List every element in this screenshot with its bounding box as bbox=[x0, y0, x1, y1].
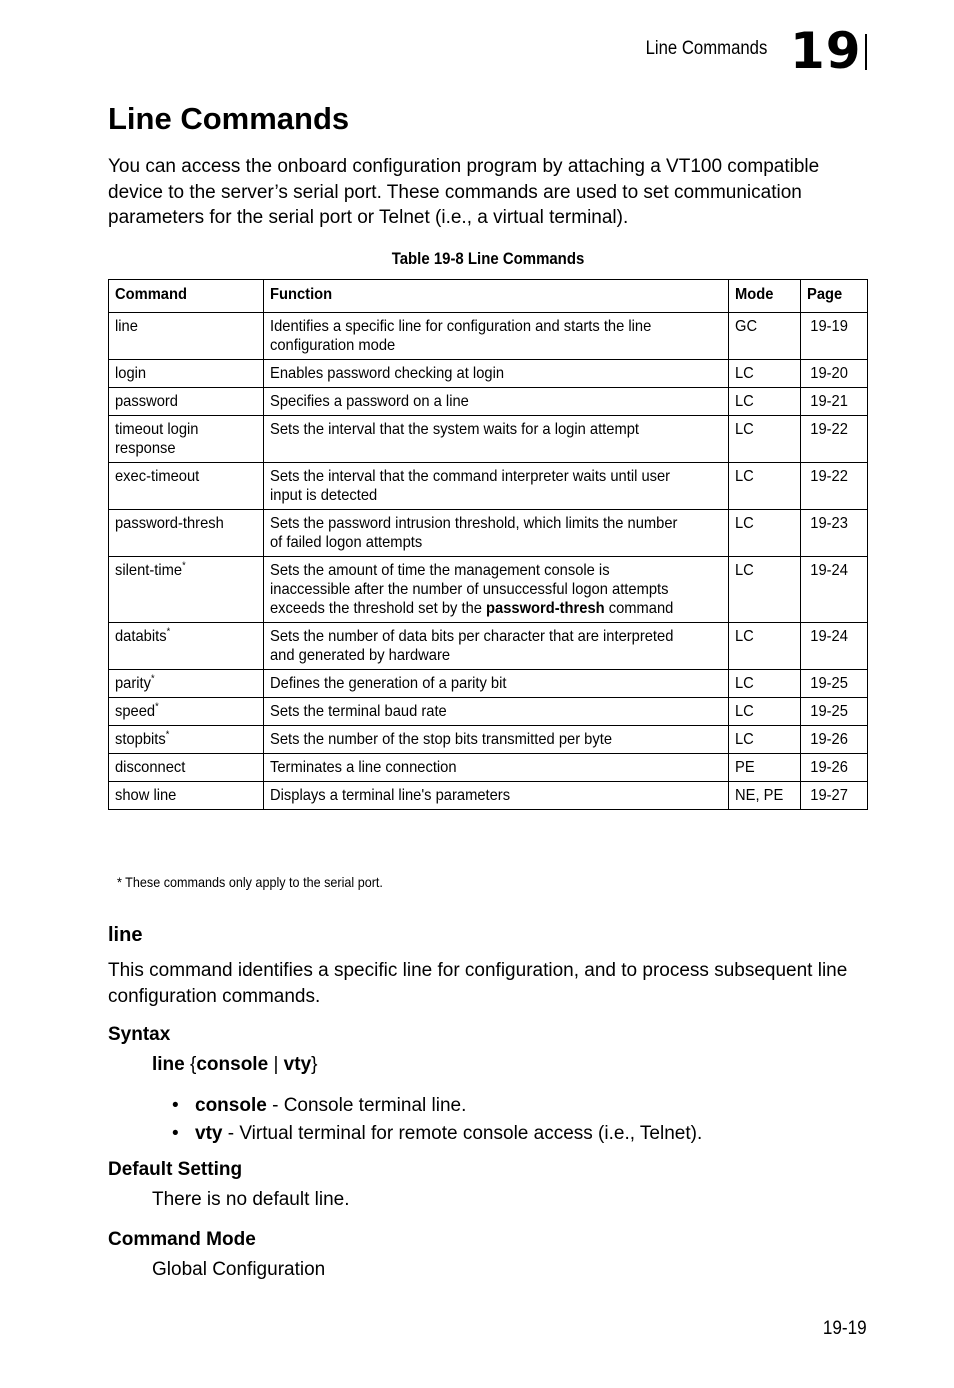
cell-page: 19-27 bbox=[801, 782, 868, 810]
command-description: This command identifies a specific line for configuration, and to process subsequent line configuration commands. bbox=[108, 960, 848, 1007]
cell-command: databits* bbox=[109, 623, 264, 670]
header-command: Command bbox=[109, 280, 264, 313]
intro-paragraph: You can access the onboard configuration program by attaching a VT100 compatible device to the server’s serial port. These commands are used to set communication parameters for the serial port or Telnet (i.e., a virtual terminal). bbox=[108, 156, 820, 228]
cell-function: Identifies a specific line for configuration and starts the line configuration mode bbox=[263, 313, 728, 360]
cell-command: disconnect bbox=[109, 754, 264, 782]
cell-function: Sets the password intrusion threshold, which limits the number of failed logon attempts bbox=[263, 510, 728, 557]
table-row bbox=[109, 623, 868, 670]
cell-command: password-thresh bbox=[109, 510, 264, 557]
cell-function: Sets the interval that the system waits for a login attempt bbox=[263, 416, 728, 463]
syntax-heading: Syntax bbox=[108, 1024, 171, 1045]
table-row bbox=[109, 557, 868, 623]
cell-page: 19-26 bbox=[801, 754, 868, 782]
cell-command: show line bbox=[109, 782, 264, 810]
table-row bbox=[109, 388, 868, 416]
default-setting-heading: Default Setting bbox=[108, 1159, 243, 1180]
cell-command: exec-timeout bbox=[109, 463, 264, 510]
footnote-marker: * bbox=[166, 626, 171, 638]
cell-mode: LC bbox=[729, 557, 801, 623]
cell-command: speed* bbox=[109, 698, 264, 726]
cell-mode: LC bbox=[729, 670, 801, 698]
cell-page: 19-22 bbox=[801, 463, 868, 510]
cell-command: stopbits* bbox=[109, 726, 264, 754]
cell-command: line bbox=[109, 313, 264, 360]
cell-command: password bbox=[109, 388, 264, 416]
cell-mode: PE bbox=[729, 754, 801, 782]
command-mode-heading: Command Mode bbox=[108, 1229, 256, 1250]
cell-command: timeout login response bbox=[109, 416, 264, 463]
list-item bbox=[172, 1120, 702, 1148]
footnote-marker: * bbox=[155, 701, 159, 713]
page-number: 19-19 bbox=[823, 1318, 867, 1339]
cell-mode: LC bbox=[729, 510, 801, 557]
cell-function: Sets the terminal baud rate bbox=[263, 698, 728, 726]
cell-function: Enables password checking at login bbox=[263, 360, 728, 388]
cell-mode: LC bbox=[729, 416, 801, 463]
syntax-command: line bbox=[152, 1054, 185, 1075]
table-row bbox=[109, 416, 868, 463]
cell-page: 19-24 bbox=[801, 557, 868, 623]
cell-function: Defines the generation of a parity bit bbox=[263, 670, 728, 698]
cell-command: silent-time* bbox=[109, 557, 264, 623]
cell-page: 19-21 bbox=[801, 388, 868, 416]
header-function: Function bbox=[263, 280, 728, 313]
parameter-list bbox=[172, 1092, 702, 1148]
header-page: Page bbox=[801, 280, 868, 313]
cell-function: Sets the amount of time the management console is inaccessible after the number of unsuccessful logon attempts exceeds the threshold set by the password-thresh command bbox=[263, 557, 728, 623]
syntax-separator: | bbox=[268, 1054, 284, 1075]
cell-function: Specifies a password on a line bbox=[263, 388, 728, 416]
cell-mode: LC bbox=[729, 726, 801, 754]
table-row bbox=[109, 754, 868, 782]
table-row bbox=[109, 726, 868, 754]
table-row bbox=[109, 782, 868, 810]
param-desc: - Console terminal line. bbox=[266, 1095, 467, 1116]
bullet-icon: • bbox=[172, 1123, 179, 1144]
command-mode-text: Global Configuration bbox=[152, 1259, 326, 1280]
list-item bbox=[172, 1092, 702, 1120]
cell-function: Sets the number of the stop bits transmitted per byte bbox=[263, 726, 728, 754]
table-row bbox=[109, 463, 868, 510]
bullet-icon: • bbox=[172, 1095, 179, 1116]
syntax-brace-close: } bbox=[311, 1054, 318, 1075]
page-title: Line Commands bbox=[108, 101, 350, 136]
syntax-option-vty: vty bbox=[283, 1054, 312, 1075]
param-name: vty bbox=[195, 1123, 223, 1144]
command-heading: line bbox=[108, 924, 143, 946]
syntax-brace-open: { bbox=[184, 1054, 197, 1075]
table-row bbox=[109, 360, 868, 388]
cell-page: 19-25 bbox=[801, 670, 868, 698]
footnote-marker: * bbox=[182, 560, 186, 572]
default-setting-text: There is no default line. bbox=[152, 1189, 350, 1210]
cell-function: Sets the interval that the command interpreter waits until user input is detected bbox=[263, 463, 728, 510]
cell-page: 19-24 bbox=[801, 623, 868, 670]
cell-mode: LC bbox=[729, 463, 801, 510]
cell-function: Sets the number of data bits per character that are interpreted and generated by hardware bbox=[263, 623, 728, 670]
cell-page: 19-19 bbox=[801, 313, 868, 360]
cell-command: login bbox=[109, 360, 264, 388]
cell-mode: LC bbox=[729, 623, 801, 670]
running-header-label: Line Commands bbox=[645, 38, 767, 59]
table-row bbox=[109, 698, 868, 726]
param-desc: - Virtual terminal for remote console access (i.e., Telnet). bbox=[222, 1123, 703, 1144]
line-commands-table bbox=[108, 279, 868, 810]
table-caption: Table 19-8 Line Commands bbox=[391, 249, 585, 268]
cell-function: Displays a terminal line's parameters bbox=[263, 782, 728, 810]
cell-page: 19-22 bbox=[801, 416, 868, 463]
header-mode: Mode bbox=[729, 280, 801, 313]
table-row bbox=[109, 670, 868, 698]
cell-page: 19-26 bbox=[801, 726, 868, 754]
table-footnote: * These commands only apply to the serial port. bbox=[117, 874, 383, 890]
cell-page: 19-25 bbox=[801, 698, 868, 726]
cell-mode: GC bbox=[729, 313, 801, 360]
footnote-marker: * bbox=[150, 673, 155, 685]
cell-page: 19-20 bbox=[801, 360, 868, 388]
syntax-option-console: console bbox=[196, 1054, 269, 1075]
footnote-marker: * bbox=[165, 729, 170, 741]
cell-mode: LC bbox=[729, 698, 801, 726]
cell-mode: LC bbox=[729, 360, 801, 388]
table-row bbox=[109, 313, 868, 360]
cell-page: 19-23 bbox=[801, 510, 868, 557]
cell-mode: LC bbox=[729, 388, 801, 416]
chapter-number: 19 bbox=[790, 22, 862, 80]
param-name: console bbox=[195, 1095, 267, 1116]
table-row bbox=[109, 510, 868, 557]
cell-command: parity* bbox=[109, 670, 264, 698]
cell-function: Terminates a line connection bbox=[263, 754, 728, 782]
chapter-divider bbox=[865, 34, 867, 70]
syntax-line bbox=[152, 1054, 318, 1076]
table-header-row bbox=[109, 280, 868, 313]
cell-mode: NE, PE bbox=[729, 782, 801, 810]
